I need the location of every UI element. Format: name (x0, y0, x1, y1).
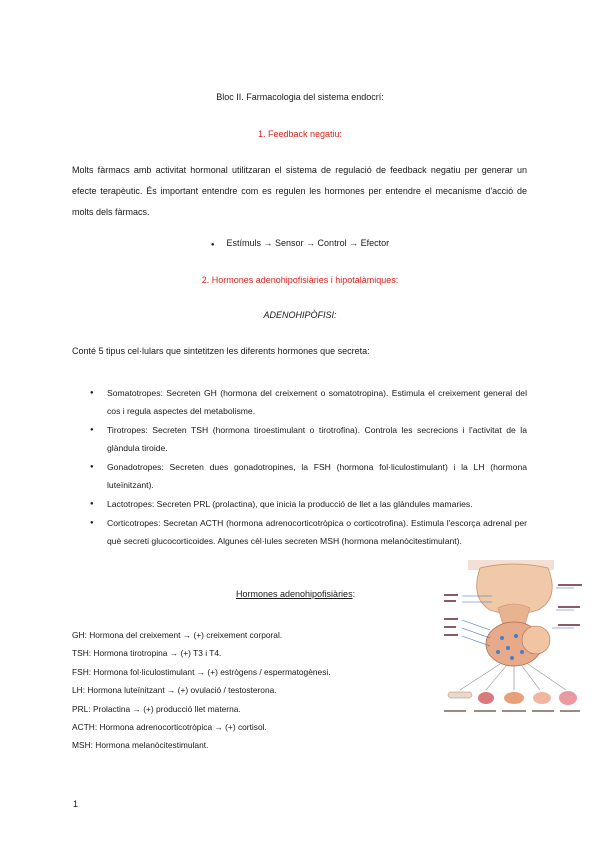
hormones-heading-text: Hormones adenohipofisiàries (236, 589, 353, 599)
list-item: ● Lactotropes: Secreten PRL (prolactina), que inicia la producció de llet a las glàndules mamaries. (90, 495, 527, 513)
hormone-list (72, 626, 412, 755)
paragraph-feedback: Molts fàrmacs amb activitat hormonal utilitzaran el sistema de regulació de feedback negatiu per generar un efecte terapèutic. És important entendre com es regulen les hormones per entendre el mecanisme d'acció de molts dels fàrmacs. (72, 165, 527, 217)
feedback-chain-text: Estímuls → Sensor → Control → Efector (226, 238, 390, 248)
feedback-chain (0, 238, 600, 248)
pituitary-diagram-image (440, 558, 588, 720)
list-item: GH: Hormona del creixement → (+) creixement corporal. (72, 630, 283, 640)
page-number: 1 (73, 799, 79, 809)
list-item: PRL: Prolactina → (+) producció llet materna. (72, 703, 241, 714)
cell-type-list (90, 384, 527, 551)
section-heading-feedback: 1. Feedback negatiu: (257, 129, 343, 139)
list-item: LH: Hormona luteïnitzant → (+) ovulació / testosterona. (72, 685, 277, 696)
hormones-heading-colon: : (352, 589, 356, 599)
bullet-dot: ● (210, 242, 215, 248)
page-title: Bloc II. Farmacologia del sistema endocrí: (216, 92, 384, 102)
section-heading-hormones: 2. Hormones adenohipofisiàries i hipotalàmiques: (201, 275, 399, 285)
list-item: MSH: Hormona melanòcitestimulant. (72, 740, 209, 751)
list-item: ● Gonadotropes: Secreten dues gonadotropines, la FSH (hormona fol·liculostimulant) i la LH (hormona luteïnitzant). (90, 458, 527, 494)
subheading-adenohipofisi: ADENOHIPÒFISI: (263, 310, 337, 320)
list-item: TSH: Hormona tirotropina → (+) T3 i T4. (72, 648, 222, 659)
list-item: ● Somatotropes: Secreten GH (hormona del creixement o somatotropina). Estimula el creixement general del cos i regula aspectes del metabolisme. (90, 384, 527, 420)
list-item: ● Tirotropes: Secreten TSH (hormona tiroestimulant o tirotrofina). Controla les secrecions i l'activitat de la glàndula tiroide. (90, 421, 527, 457)
hormones-heading (236, 589, 355, 599)
list-item: ACTH: Hormona adrenocorticotròpica → (+) cortisol. (72, 722, 267, 733)
intro-text: Conté 5 tipus cel·lulars que sintetitzen les diferents hormones que secreta: (72, 346, 370, 356)
list-item: FSH: Hormona fol·liculostimulant → (+) estrògens / espermatogènesi. (72, 666, 331, 677)
list-item: ● Corticotropes: Secretan ACTH (hormona adrenocorticotròpica o corticotrofina). Estimula l'escorça adrenal per què secreti glucocorticoides. Algunes cèl·lules secreten MSH (hormona melanòcitestimulant). (90, 514, 527, 550)
